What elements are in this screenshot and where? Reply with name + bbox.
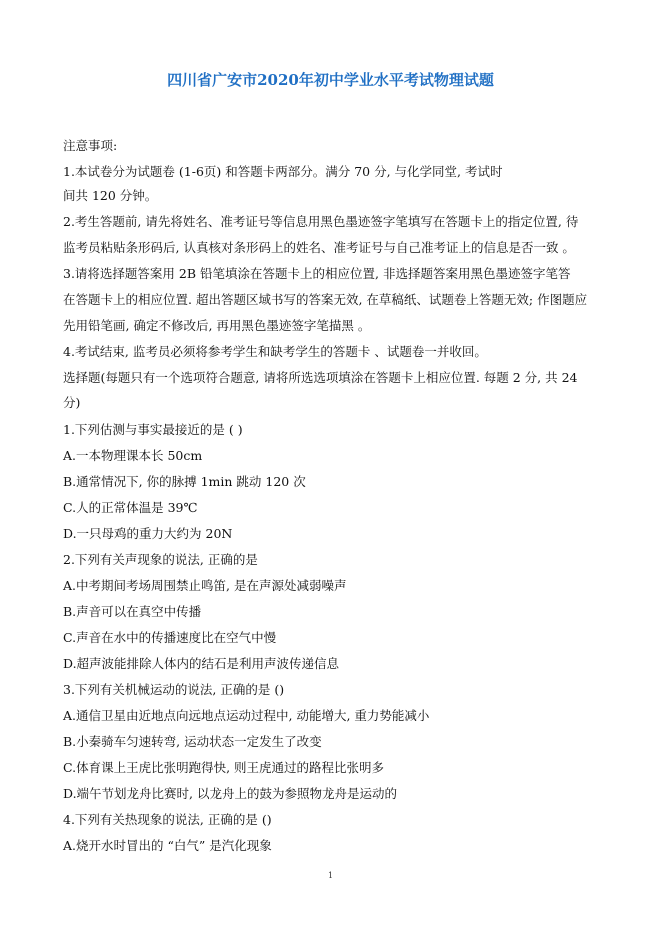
notice-item-1-cont: 间共 120 分钟。 [63,188,158,203]
question-3-option-b: B.小秦骑车匀速转弯, 运动状态一定发生了改变 [63,734,322,749]
question-2-option-d: D.超声波能排除人体内的结石是利用声波传递信息 [63,656,340,671]
question-3-option-a: A.通信卫星由近地点向远地点运动过程中, 动能增大, 重力势能减小 [63,708,430,723]
question-4-option-a: A.烧开水时冒出的 “白气” 是汽化现象 [63,838,272,853]
question-2: 2.下列有关声现象的说法, 正确的是 [63,552,258,567]
notice-item-2-cont: 监考员粘贴条形码后, 认真核对条形码上的姓名、准考证号与自己准考证上的信息是否一致 。 [63,240,575,255]
question-3-option-d: D.端午节划龙舟比赛时, 以龙舟上的鼓为参照物龙舟是运动的 [63,786,397,801]
question-1: 1.下列估测与事实最接近的是 ( ) [63,422,243,437]
notice-item-3: 3.请将选择题答案用 2B 铅笔填涂在答题卡上的相应位置, 非选择题答案用黑色墨迹签字笔答 [63,266,571,281]
notice-heading: 注意事项: [63,138,118,153]
page-number: 1 [327,871,334,880]
question-1-option-c: C.人的正常体温是 39℃ [63,500,198,515]
question-1-option-a: A.一本物理课本长 50cm [63,448,203,463]
question-2-option-b: B.声音可以在真空中传播 [63,604,202,619]
question-4: 4.下列有关热现象的说法, 正确的是 () [63,812,272,827]
section-heading-cont: 分) [63,395,81,410]
notice-item-4: 4.考试结束, 监考员必须将参考学生和缺考学生的答题卡 、试题卷一并收回。 [63,344,487,359]
notice-item-1: 1.本试卷分为试题卷 (1-6页) 和答题卡两部分。满分 70 分, 与化学同堂, 考试时 [63,164,503,179]
question-3-option-c: C.体育课上王虎比张明跑得快, 则王虎通过的路程比张明多 [63,760,385,775]
section-heading: 选择题(每题只有一个选项符合题意, 请将所选选项填涂在答题卡上相应位置. 每题 2 分, 共 24 [63,370,578,385]
question-1-option-b: B.通常情况下, 你的脉搏 1min 跳动 120 次 [63,474,306,489]
document-title: 四川省广安市2020年初中学业水平考试物理试题 [167,71,494,89]
notice-item-3-cont: 先用铅笔画, 确定不修改后, 再用黑色墨迹签字笔描黑 。 [63,318,371,333]
notice-item-2: 2.考生答题前, 请先将姓名、准考证号等信息用黑色墨迹签字笔填写在答题卡上的指定位置, 待 [63,214,579,229]
question-2-option-a: A.中考期间考场周围禁止鸣笛, 是在声源处减弱噪声 [63,578,347,593]
question-2-option-c: C.声音在水中的传播速度比在空气中慢 [63,630,277,645]
notice-item-3-cont: 在答题卡上的相应位置. 超出答题区域书写的答案无效, 在草稿纸、试题卷上答题无效; 作图题应 [63,292,588,307]
question-1-option-d: D.一只母鸡的重力大约为 20N [63,526,233,541]
question-3: 3.下列有关机械运动的说法, 正确的是 () [63,682,285,697]
